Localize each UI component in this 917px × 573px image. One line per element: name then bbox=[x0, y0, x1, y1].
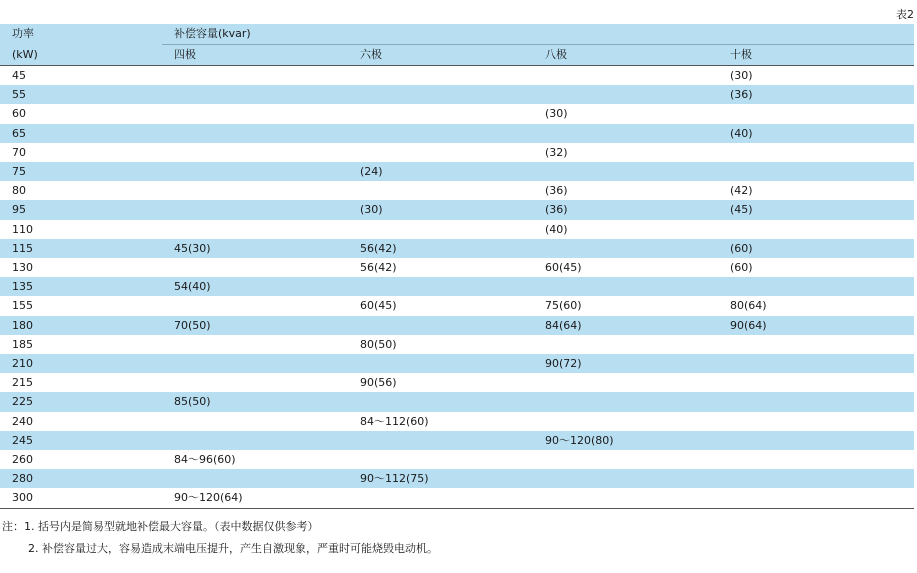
power-cell: 210 bbox=[0, 354, 162, 373]
power-cell: 155 bbox=[12, 299, 33, 313]
table-row bbox=[0, 488, 914, 508]
power-cell: 185 bbox=[12, 337, 33, 351]
eight-pole-cell: 60(45) bbox=[545, 261, 582, 275]
header-row-2 bbox=[0, 45, 914, 66]
pole-header-10: 十极 bbox=[718, 45, 914, 66]
table-number-tag: 表2 bbox=[896, 8, 914, 21]
eight-pole-cell bbox=[533, 488, 718, 508]
eight-pole-cell bbox=[533, 85, 718, 104]
capacity-header: 补偿容量(kvar) bbox=[162, 24, 914, 45]
eight-pole-cell: (30) bbox=[545, 107, 568, 121]
four-pole-cell bbox=[162, 143, 348, 162]
ten-pole-cell: (40) bbox=[718, 124, 914, 143]
four-pole-cell bbox=[162, 85, 348, 104]
four-pole-cell bbox=[162, 200, 348, 219]
footnote-2: 2. 补偿容量过大，容易造成末端电压提升，产生自激现象，严重时可能烧毁电动机。 bbox=[28, 542, 438, 555]
six-pole-cell bbox=[348, 104, 533, 123]
power-cell: 260 bbox=[12, 453, 33, 467]
table-row bbox=[0, 66, 914, 86]
footnote-1: 注：1. 括号内是简易型就地补偿最大容量。（表中数据仅供参考） bbox=[2, 520, 319, 533]
six-pole-cell: 90～112(75) bbox=[348, 469, 533, 488]
four-pole-cell: 70(50) bbox=[162, 316, 348, 335]
six-pole-cell bbox=[348, 316, 533, 335]
table-row bbox=[0, 162, 914, 181]
power-cell: 245 bbox=[0, 431, 162, 450]
table-row bbox=[0, 450, 914, 469]
power-cell: 75 bbox=[0, 162, 162, 181]
four-pole-cell bbox=[162, 296, 348, 315]
four-pole-cell bbox=[162, 66, 348, 86]
power-cell: 130 bbox=[12, 261, 33, 275]
eight-pole-cell: 75(60) bbox=[545, 299, 582, 313]
six-pole-cell: 90(56) bbox=[360, 376, 397, 390]
eight-pole-cell: (40) bbox=[545, 222, 568, 236]
table-row bbox=[0, 104, 914, 123]
pole-header-6: 六极 bbox=[348, 45, 533, 66]
eight-pole-cell bbox=[533, 392, 718, 411]
six-pole-cell: 60(45) bbox=[360, 299, 397, 313]
four-pole-cell bbox=[162, 181, 348, 200]
four-pole-cell bbox=[162, 373, 348, 392]
ten-pole-cell: 90(64) bbox=[718, 316, 914, 335]
six-pole-cell bbox=[348, 181, 533, 200]
power-cell: 60 bbox=[12, 107, 26, 121]
six-pole-cell bbox=[348, 431, 533, 450]
eight-pole-cell: 84(64) bbox=[533, 316, 718, 335]
table-row bbox=[0, 200, 914, 219]
four-pole-cell: 84～96(60) bbox=[174, 453, 236, 467]
header-row-1 bbox=[0, 24, 914, 45]
ten-pole-cell bbox=[718, 412, 914, 431]
ten-pole-cell bbox=[718, 431, 914, 450]
power-cell: 70 bbox=[12, 145, 26, 159]
four-pole-cell bbox=[162, 431, 348, 450]
power-cell: 65 bbox=[0, 124, 162, 143]
four-pole-cell bbox=[162, 412, 348, 431]
power-cell: 80 bbox=[12, 184, 26, 198]
six-pole-cell: 84～112(60) bbox=[360, 414, 429, 428]
ten-pole-cell bbox=[718, 392, 914, 411]
six-pole-cell: (24) bbox=[348, 162, 533, 181]
eight-pole-cell bbox=[533, 124, 718, 143]
ten-pole-cell bbox=[718, 450, 914, 469]
table-row bbox=[0, 469, 914, 488]
four-pole-cell: 85(50) bbox=[162, 392, 348, 411]
six-pole-cell bbox=[348, 354, 533, 373]
ten-pole-cell bbox=[718, 104, 914, 123]
compensation-table bbox=[0, 24, 914, 509]
table-row bbox=[0, 316, 914, 335]
four-pole-cell bbox=[162, 354, 348, 373]
power-cell: 280 bbox=[0, 469, 162, 488]
eight-pole-cell: (36) bbox=[545, 184, 568, 198]
six-pole-cell: 56(42) bbox=[360, 261, 397, 275]
ten-pole-cell: (42) bbox=[730, 184, 753, 198]
eight-pole-cell bbox=[533, 469, 718, 488]
table-row bbox=[0, 412, 914, 431]
table-row bbox=[0, 354, 914, 373]
four-pole-cell bbox=[162, 220, 348, 239]
table-row bbox=[0, 258, 914, 277]
eight-pole-cell: (36) bbox=[533, 200, 718, 219]
four-pole-cell: 54(40) bbox=[162, 277, 348, 296]
eight-pole-cell bbox=[533, 450, 718, 469]
ten-pole-cell bbox=[718, 143, 914, 162]
eight-pole-cell bbox=[533, 66, 718, 86]
six-pole-cell bbox=[348, 66, 533, 86]
ten-pole-cell bbox=[718, 277, 914, 296]
six-pole-cell bbox=[348, 277, 533, 296]
power-cell: 215 bbox=[12, 376, 33, 390]
six-pole-cell bbox=[348, 124, 533, 143]
power-cell: 300 bbox=[0, 488, 162, 508]
eight-pole-cell bbox=[533, 335, 718, 354]
eight-pole-cell bbox=[533, 412, 718, 431]
eight-pole-cell bbox=[533, 277, 718, 296]
table-row bbox=[0, 373, 914, 392]
table-row bbox=[0, 296, 914, 315]
four-pole-cell: 90～120(64) bbox=[162, 488, 348, 508]
pole-header-4: 四极 bbox=[162, 45, 348, 66]
power-cell: 240 bbox=[12, 414, 33, 428]
four-pole-cell bbox=[162, 335, 348, 354]
table-body bbox=[0, 66, 914, 509]
eight-pole-cell bbox=[533, 373, 718, 392]
four-pole-cell bbox=[162, 124, 348, 143]
ten-pole-cell: (60) bbox=[718, 239, 914, 258]
power-cell: 110 bbox=[12, 222, 33, 236]
ten-pole-cell bbox=[718, 469, 914, 488]
six-pole-cell bbox=[348, 143, 533, 162]
ten-pole-cell: (36) bbox=[718, 85, 914, 104]
power-cell: 55 bbox=[0, 85, 162, 104]
table-row bbox=[0, 392, 914, 411]
six-pole-cell: 56(42) bbox=[348, 239, 533, 258]
power-cell: 225 bbox=[0, 392, 162, 411]
ten-pole-cell bbox=[718, 220, 914, 239]
six-pole-cell bbox=[348, 220, 533, 239]
six-pole-cell bbox=[348, 488, 533, 508]
power-cell: 135 bbox=[0, 277, 162, 296]
six-pole-cell bbox=[348, 85, 533, 104]
ten-pole-cell: (45) bbox=[718, 200, 914, 219]
table-row bbox=[0, 220, 914, 239]
table-row bbox=[0, 335, 914, 354]
ten-pole-cell bbox=[718, 354, 914, 373]
table-row bbox=[0, 277, 914, 296]
power-cell: 180 bbox=[0, 316, 162, 335]
table-row bbox=[0, 181, 914, 200]
eight-pole-cell bbox=[533, 239, 718, 258]
ten-pole-cell: (30) bbox=[730, 69, 753, 82]
eight-pole-cell bbox=[533, 162, 718, 181]
table-row bbox=[0, 143, 914, 162]
table-row bbox=[0, 124, 914, 143]
power-cell: 115 bbox=[0, 239, 162, 258]
ten-pole-cell: 80(64) bbox=[730, 299, 767, 313]
eight-pole-cell: 90～120(80) bbox=[533, 431, 718, 450]
four-pole-cell: 45(30) bbox=[162, 239, 348, 258]
power-cell: 45 bbox=[12, 69, 26, 82]
power-header: 功率 bbox=[0, 24, 162, 45]
pole-header-8: 八极 bbox=[533, 45, 718, 66]
four-pole-cell bbox=[162, 104, 348, 123]
six-pole-cell: (30) bbox=[348, 200, 533, 219]
four-pole-cell bbox=[162, 469, 348, 488]
six-pole-cell bbox=[348, 392, 533, 411]
ten-pole-cell bbox=[718, 162, 914, 181]
footnotes bbox=[2, 516, 438, 560]
ten-pole-cell bbox=[718, 373, 914, 392]
table-row bbox=[0, 239, 914, 258]
table-row bbox=[0, 85, 914, 104]
four-pole-cell bbox=[162, 162, 348, 181]
power-cell: 95 bbox=[0, 200, 162, 219]
eight-pole-cell: (32) bbox=[545, 145, 568, 159]
ten-pole-cell bbox=[718, 335, 914, 354]
ten-pole-cell: (60) bbox=[730, 261, 753, 275]
six-pole-cell bbox=[348, 450, 533, 469]
six-pole-cell: 80(50) bbox=[360, 337, 397, 351]
eight-pole-cell: 90(72) bbox=[533, 354, 718, 373]
four-pole-cell bbox=[162, 258, 348, 277]
power-unit-header: (kW) bbox=[0, 45, 162, 66]
table-row bbox=[0, 431, 914, 450]
ten-pole-cell bbox=[718, 488, 914, 508]
